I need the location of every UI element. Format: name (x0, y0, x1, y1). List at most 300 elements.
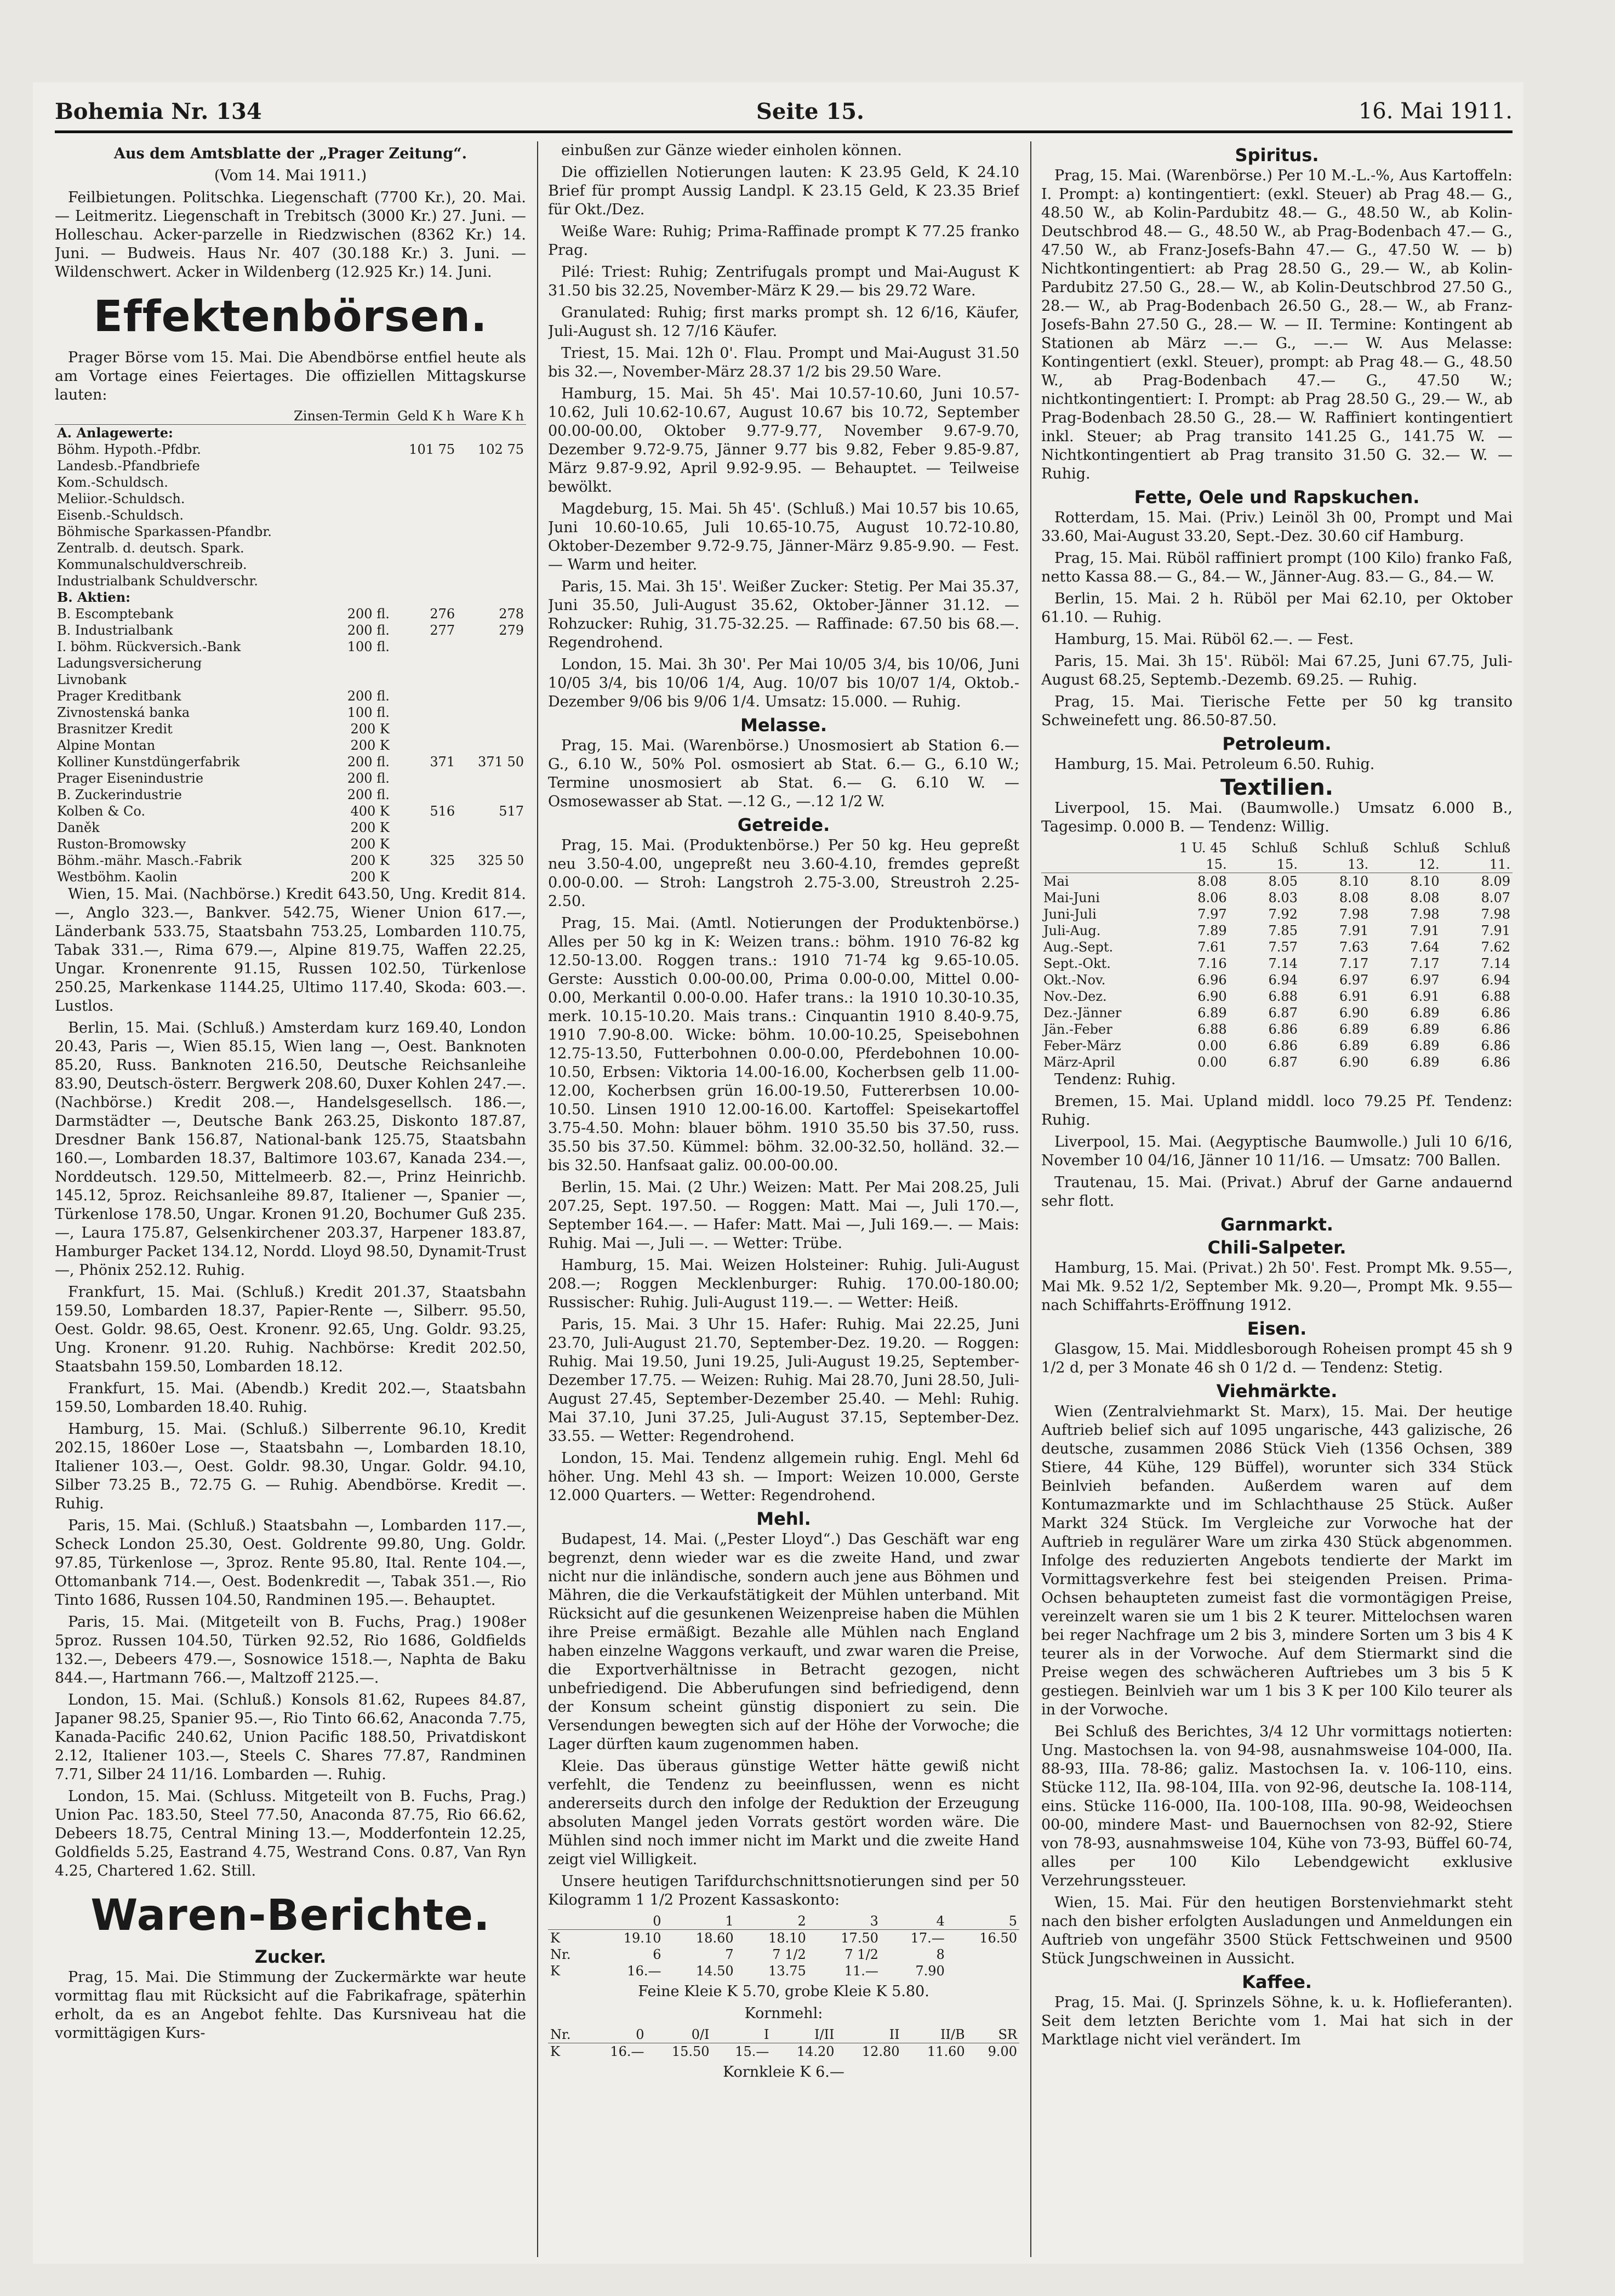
table-row (1041, 1005, 1513, 1021)
report-paragraph: Weiße Ware: Ruhig; Prima-Raffinade prompt K 77.25 franko Prag. (548, 223, 1019, 259)
report-paragraph: Kleie. Das überaus günstige Wetter hätte gewiß nicht verfehlt, die Tendenz zu beeinflussen, wenn es nicht andererseits durch den infolge der Reduktion der Erzeugung absoluten Mangel jeden Vorrats gestört worden wäre. Die Mühlen sind noch immer nicht im Markt und die zweite Hand zeigt viel Willigkeit. (548, 1758, 1019, 1868)
table-cell (286, 556, 392, 573)
table-cell: Okt.-Nov. (1043, 972, 1106, 988)
table-cell: 325 (430, 853, 455, 868)
table-cell: Livnobank (57, 672, 127, 687)
table-cell: 6.90 (1197, 989, 1227, 1004)
table-row (548, 1930, 1019, 1947)
table-cell: Industrialbank Schuldverschr. (57, 573, 258, 589)
table-cell: 8.08 (1197, 874, 1227, 889)
table-cell (286, 573, 392, 589)
kaffee-text: Prag, 15. Mai. (J. Sprinzels Söhne, k. u. k. Hoflieferanten). Seit dem letzten Berichte vom 1. Mai hat sich in der Marktlage nicht viel verändert. Im (1041, 1994, 1513, 2048)
table-cell: 516 (430, 804, 455, 819)
table-cell: 200 K (350, 721, 390, 737)
chili-text: Hamburg, 15. Mai. (Privat.) 2h 50'. Fest. Prompt Mk. 9.55—, Mai Mk. 9.52 1/2, September Mk. 9.20—, Prompt Mk. 9.55— nach Schiffahrts-Eröffnung 1912. (1041, 1260, 1513, 1314)
table-row (55, 507, 526, 523)
table-cell (548, 1913, 591, 1930)
table-cell: 7.98 (1339, 907, 1369, 922)
report-paragraph: Hamburg, 15. Mai. Weizen Holsteiner: Ruhig. Juli-August 208.—; Roggen Mecklenburger: Ruhig. 170.00-180.00; Russischer: Ruhig. Juli-August 119.—. — Wetter: Heiß. (548, 1257, 1019, 1311)
table-cell: 6.94 (1481, 972, 1510, 988)
zucker-text: Prag, 15. Mai. Die Stimmung der Zuckermärkte war heute vormittag flau mit Rücksicht auf die Fabrikafrage, späterhin erholt, da es an Angebot fehlte. Das Kursniveau hat die vormittägigen Kurs- (55, 1969, 526, 2042)
table-cell: 8.05 (1268, 874, 1298, 889)
table-row (55, 754, 526, 770)
report-paragraph: Wien, 15. Mai. (Nachbörse.) Kredit 643.50, Ung. Kredit 814.—, Anglo 323.—, Bankver. 542.75, Wiener Union 617.—, Länderbank 533.75, Staatsbahn 753.25, Lombarden 110.75, Tabak 331.—, Rima 679.—, Alpine 819.75, Waffen 22.25, Ungar. Kronenrente 91.15, Russen 102.50, Türkenlose 250.25, Markenkase 1144.25, Ultimo 117.40, Skoda: 603.—. Lustlos. (55, 886, 526, 1015)
table-row (55, 441, 526, 458)
table-cell: Meliior.-Schuldsch. (57, 491, 185, 506)
table-cell: Schluß (1393, 840, 1440, 856)
table-cell: 7.91 (1481, 923, 1510, 938)
table-cell: Nov.-Dez. (1043, 989, 1107, 1004)
table-cell: Prager Eisenindustrie (57, 771, 204, 786)
report-paragraph: Liverpool, 15. Mai. (Aegyptische Baumwolle.) Juli 10 6/16, November 10 04/16, Jänner 10 11/16. — Umsatz: 700 Ballen. (1041, 1133, 1513, 1169)
table-cell: 15. (1229, 856, 1300, 873)
table-cell: 6.86 (1268, 1022, 1298, 1037)
melasse-title: Melasse. (740, 715, 828, 736)
table-row (1041, 840, 1513, 856)
table-cell: 0/I (646, 2026, 711, 2043)
table-cell: 6.86 (1481, 1022, 1510, 1037)
table-cell: 278 (499, 606, 524, 622)
table-cell: Schluß (1251, 840, 1298, 856)
report-paragraph: Frankfurt, 15. Mai. (Schluß.) Kredit 201.37, Staatsbahn 159.50, Lombarden 18.37, Papier-Rente —, Silberr. 95.50, Oest. Goldr. 98.65, Oest. Kronenr. 92.65, Ung. Goldr. 93.25, Ung. Kronenr. 91.20. Ruhig. Nachbörse: Kredit 202.50, Staatsbahn 159.50, Lombarden 18.12. (55, 1284, 526, 1375)
table-row (55, 556, 526, 573)
textilien-title: Textilien. (1220, 775, 1333, 800)
table-cell: 371 (430, 754, 455, 770)
table-cell: Mai-Juni (1043, 890, 1100, 905)
table-cell: Eisenb.-Schuldsch. (57, 508, 184, 523)
petroleum-title: Petroleum. (1222, 733, 1332, 754)
table-cell: 6.88 (1197, 1022, 1227, 1037)
table-cell: Jän.-Feber (1043, 1022, 1112, 1037)
getreide-reports (548, 836, 1019, 1505)
table-cell: 0 (591, 1913, 663, 1930)
table-cell: 200 fl. (347, 771, 390, 786)
table-cell (392, 770, 457, 787)
table-cell: Nr. (550, 1947, 571, 1962)
table-cell (392, 491, 457, 507)
mehl-title: Mehl. (756, 1508, 811, 1529)
table-row (55, 671, 526, 688)
table-cell: 8.07 (1481, 890, 1510, 905)
table-cell: 7 1/2 (844, 1947, 878, 1962)
kleie-line: Feine Kleie K 5.70, grobe Kleie K 5.80. (638, 1983, 929, 2000)
table-cell (392, 836, 457, 852)
table-cell: 15. (1156, 856, 1229, 873)
table-cell (1041, 856, 1156, 873)
table-cell: Schluß (1464, 840, 1510, 856)
table-cell: Ruston-Bromowsky (57, 836, 186, 852)
table-cell: 16.50 (979, 1930, 1017, 1946)
table-cell: 400 K (350, 804, 390, 819)
table-cell: 7.90 (915, 1963, 945, 1979)
table-cell: Kommunalschuldverschreib. (57, 557, 247, 572)
table-cell (286, 655, 392, 671)
table-cell (392, 655, 457, 671)
table-cell: Kom.-Schuldsch. (57, 475, 168, 490)
report-paragraph: Paris, 15. Mai. (Mitgeteilt von B. Fuchs, Prag.) 1908er 5proz. Russen 104.50, Türken 92.52, Rio 1686, Goldfields 132.—, Debeers 479.—, Sosnowice 1518.—, Naphta de Baku 844.—, Hartmann 766.—, Maltzoff 2125.—. (55, 1614, 526, 1687)
table-row (55, 408, 526, 425)
table-cell: K (550, 2044, 560, 2059)
column-2 (548, 141, 1019, 2257)
table-cell: Brasnitzer Kredit (57, 721, 173, 737)
report-paragraph: Paris, 15. Mai. (Schluß.) Staatsbahn —, Lombarden 117.—, Scheck London 25.30, Oest. Goldrente 99.80, Ung. Goldr. 97.85, Türkenlose —, 3proz. Rente 95.80, Ital. Rente 104.—, Ottomanbank 714.—, Oest. Bodenkredit —, Tabak 351.—, Rio Tinto 1686, Russen 104.50, Randminen 195.—. Behauptet. (55, 1517, 526, 1609)
table-cell (457, 458, 526, 474)
table-row (548, 2043, 1019, 2060)
table-cell (457, 787, 526, 803)
table-cell: Böhmische Sparkassen-Pfandbr. (57, 524, 272, 539)
table-cell: 4 (881, 1913, 947, 1930)
table-cell (286, 458, 392, 474)
mehl-price-table (548, 1913, 1019, 1979)
table-cell: Westböhm. Kaolin (57, 869, 178, 885)
getreide-title: Getreide. (737, 814, 830, 835)
table-row (55, 688, 526, 704)
table-cell: 7.17 (1339, 956, 1369, 971)
table-cell: 6.91 (1410, 989, 1440, 1004)
table-cell: 9.00 (988, 2044, 1017, 2059)
table-cell: I (712, 2026, 772, 2043)
report-paragraph: Paris, 15. Mai. 3 Uhr 15. Hafer: Ruhig. Mai 22.25, Juni 23.70, Juli-August 21.70, September-Dez. 19.20. — Roggen: Ruhig. Mai 19.50, Juni 19.25, Juli-August 19.25, September-Dezember 17.75. — Weizen: Ruhig. Mai 28.70, Juni 28.50, Juli-August 27.45, September-Dezember 25.40. — Mehl: Ruhig. Mai 37.10, Juni 37.25, Juli-August 37.15, September-Dez. 33.55. — Wetter: Regendrohend. (548, 1316, 1019, 1445)
table-cell (392, 721, 457, 737)
table-cell: 6.96 (1197, 972, 1227, 988)
table-cell: 12. (1371, 856, 1441, 873)
report-paragraph: Trautenau, 15. Mai. (Privat.) Abruf der Garne andauernd sehr flott. (1041, 1174, 1513, 1210)
table-cell: 200 K (350, 820, 390, 835)
table-cell: 6 (653, 1947, 661, 1962)
table-cell: I. böhm. Rückversich.-Bank (57, 639, 241, 654)
table-cell (457, 671, 526, 688)
table-cell: 6.97 (1410, 972, 1440, 988)
report-paragraph: London, 15. Mai. (Schluß.) Konsols 81.62, Rupees 84.87, Japaner 98.25, Spanier 95.—, Rio Tinto 66.62, Anaconda 7.75, Kanada-Pacific 240.62, Union Pacific 188.50, Privatdiskont 2.12, Italiener 103.—, Steels C. Shares 77.87, Randminen 7.71, Silber 24 11/16. Lombarden —. Ruhig. (55, 1691, 526, 1783)
table-row (55, 819, 526, 836)
table-cell: 3 (808, 1913, 881, 1930)
table-row (55, 655, 526, 671)
table-cell: 276 (430, 606, 455, 622)
table-cell: 18.60 (695, 1930, 734, 1946)
table-cell (392, 507, 457, 523)
eisen-text: Glasgow, 15. Mai. Middlesborough Roheisen prompt 45 sh 9 1/2 d, per 3 Monate 46 sh 0 1/2 d. — Tendenz: Stetig. (1041, 1341, 1513, 1376)
table-cell: Geld K h (392, 408, 457, 425)
table-section-row (55, 589, 526, 606)
liverpool-text: Liverpool, 15. Mai. (Baumwolle.) Umsatz 6.000 B., Tagesimp. 0.000 B. — Tendenz: Willig. (1041, 800, 1513, 835)
table-row (55, 474, 526, 491)
table-cell: 6.97 (1339, 972, 1369, 988)
vieh-reports (1041, 1403, 1513, 1968)
table-cell (392, 704, 457, 721)
table-cell: Prager Kreditbank (57, 688, 181, 704)
table-row (1041, 1054, 1513, 1070)
table-cell: 7.62 (1481, 939, 1510, 955)
table-cell: 8.09 (1481, 874, 1510, 889)
exchange-reports (55, 885, 526, 1881)
table-cell: 13.75 (768, 1963, 806, 1979)
table-cell: 7.57 (1268, 939, 1298, 955)
garnmarkt-title: Garnmarkt. (1220, 1214, 1333, 1235)
table-cell (392, 556, 457, 573)
table-cell: Kolben & Co. (57, 804, 146, 819)
table-cell: Juli-Aug. (1043, 923, 1101, 938)
table-cell: 1 (663, 1913, 735, 1930)
report-paragraph: Bremen, 15. Mai. Upland middl. loco 79.25 Pf. Tendenz: Ruhig. (1041, 1093, 1513, 1129)
table-row (55, 491, 526, 507)
table-row (1041, 873, 1513, 890)
spiritus-text: Prag, 15. Mai. (Warenbörse.) Per 10 M.-L.-%, Aus Kartoffeln: I. Prompt: a) kontingentiert: (exkl. Steuer) ab Prag 48.— G., 48.50 W., ab Kolin-Pardubitz 48.— G., 48.50 W., ab Kolin-Deutschbrod 48.— G., 48.50 W., ab Prag-Bodenbach 47.— G., 47.50 W., ab Franz-Josefs-Bahn 47.— G., 47.50 W. — b) Nichtkontingentiert: ab Prag 28.50 G., 29.— W., ab Kolin-Pardubitz 27.50 G., 28.— W., ab Kolin-Deutschbrod 27.50 G., 28.— W., ab Prag-Bodenbach 26.50 G., 28.— W., ab Franz-Josefs-Bahn 27.50 G., 28.— W. — II. Termine: Kontingent ab Stationen ab März —.— G., —.— W. Aus Melasse: Kontingentiert (exkl. Steuer), prompt: ab Prag 48.— G., 48.50 W., ab Prag-Bodenbach 47.— G., 47.50 W.; nichtkontingentiert: I. Prompt: ab Prag 28.50 G., 29.— W., ab Prag-Bodenbach 28.50 G., 28.— W. Raffiniert kontingentiert inkl. Steuer; ab Prag transito 141.25 G., 141.75 W. — Nichtkontingentiert ab Prag transito 31.50 G. 32.— W. — Ruhig. (1041, 167, 1513, 482)
table-cell: 7.17 (1410, 956, 1440, 971)
spiritus-title: Spiritus. (1235, 145, 1319, 166)
table-cell: 6.89 (1410, 1005, 1440, 1021)
table-cell (457, 491, 526, 507)
table-cell: 6.89 (1339, 1038, 1369, 1053)
table-row (1041, 856, 1513, 873)
zucker-reports (548, 141, 1019, 711)
report-paragraph: Triest, 15. Mai. 12h 0'. Flau. Prompt und Mai-August 31.50 bis 32.—, November-März 28.37 1/2 bis 29.50 Ware. (548, 345, 1019, 380)
report-paragraph: Die offiziellen Notierungen lauten: K 23.95 Geld, K 24.10 Brief für prompt Aussig Landpl. K 23.15 Geld, K 23.35 Brief für Okt./Dez. (548, 164, 1019, 218)
eisen-title: Eisen. (1247, 1318, 1307, 1339)
table-cell: 7.91 (1339, 923, 1369, 938)
table-cell (392, 819, 457, 836)
report-paragraph: Granulated: Ruhig; first marks prompt sh. 12 6/16, Käufer, Juli-August sh. 12 7/16 Käufer. (548, 304, 1019, 340)
table-cell (947, 1946, 1019, 1963)
table-cell: B. Industrialbank (57, 623, 173, 638)
table-cell: 6.88 (1268, 989, 1298, 1004)
amtsblatt-title: Aus dem Amtsblatte der „Prager Zeitung“. (113, 145, 467, 162)
table-cell: 5 (947, 1913, 1019, 1930)
table-row (55, 573, 526, 589)
mehl-reports (548, 1530, 1019, 1910)
table-cell: 7.98 (1481, 907, 1510, 922)
table-cell: Daněk (57, 820, 100, 835)
table-cell: 277 (430, 623, 455, 638)
table-cell: 101 75 (409, 442, 455, 457)
table-cell: Sept.-Okt. (1043, 956, 1111, 971)
table-cell (392, 671, 457, 688)
table-cell (457, 819, 526, 836)
table-cell: 102 75 (478, 442, 524, 457)
report-paragraph: Magdeburg, 15. Mai. 5h 45'. (Schluß.) Mai 10.57 bis 10.65, Juni 10.60-10.65, Juli 10.65-10.75, August 10.72-10.80, Oktober-Dezember 9.72-9.75, Jänner-März 9.85-9.90. — Fest. — Warm und heiter. (548, 500, 1019, 573)
table-cell: Dez.-Jänner (1043, 1005, 1122, 1021)
table-section-row (55, 425, 526, 442)
table-cell: 200 K (350, 738, 390, 753)
report-paragraph: Paris, 15. Mai. 3h 15'. Weißer Zucker: Stetig. Per Mai 35.37, Juni 35.50, Juli-August 35.62, Oktober-Jänner 31.12. — Rohzucker: Ruhig, 31.75-32.25. — Raffinade: 67.50 bis 68.—. Regendrohend. (548, 578, 1019, 651)
table-row (55, 622, 526, 639)
table-cell: 7.14 (1268, 956, 1298, 971)
table-cell: K (550, 1930, 560, 1946)
table-cell: 7.14 (1481, 956, 1510, 971)
table-cell: 100 fl. (347, 639, 390, 654)
table-cell (947, 1963, 1019, 1979)
table-cell: 8.10 (1410, 874, 1440, 889)
table-row (548, 1913, 1019, 1930)
report-paragraph: Wien (Zentralviehmarkt St. Marx), 15. Mai. Der heutige Auftrieb belief sich auf 1095 ungarische, 443 galizische, 26 deutsche, zusammen 2086 Stück Vieh (1356 Ochsen, 389 Stiere, 44 Kühe, 129 Büffel), worunter sich 334 Stück Beinlvieh befanden. Außerdem waren auf dem Kontumazmarkte und im Schlachthause 25 Stück. Außer Markt 324 Stück. Im Vergleiche zur Vorwoche hat der Auftrieb in regulärer Ware um zirka 430 Stück abgenommen. Infolge des reduzierten Angebots tendierte der Markt im Vormittagsverkehre fest bei steigenden Preisen. Prima-Ochsen behaupteten zumeist fast die vormontägigen Preise, vereinzelt waren sie um 1 bis 2 K teurer. Mittelochsen waren bei reger Nachfrage um 2 bis 3, mindere Sorten um 3 bis 4 K teurer als in der Vorwoche. Auf dem Stiermarkt sind die Preise wegen des schwächeren Auftriebes um 3 bis 5 K gestiegen. Beinlvieh war um 1 bis 3 K per 100 Kilo teurer als in der Vorwoche. (1041, 1403, 1513, 1718)
table-cell (55, 408, 286, 425)
kornkleie-line: Kornkleie K 6.— (723, 2064, 844, 2081)
table-cell: Kolliner Kunstdüngerfabrik (57, 754, 240, 770)
table-row (55, 721, 526, 737)
table-cell (286, 671, 392, 688)
textil-reports (1041, 1070, 1513, 1211)
table-cell: 7.64 (1410, 939, 1440, 955)
page-header (55, 99, 1513, 132)
table-cell: 200 fl. (347, 754, 390, 770)
table-cell: 0 (587, 2026, 647, 2043)
table-cell: 17.50 (841, 1930, 878, 1946)
table-cell: 200 fl. (347, 787, 390, 802)
petroleum-text: Hamburg, 15. Mai. Petroleum 6.50. Ruhig. (1054, 756, 1375, 773)
table-cell (392, 787, 457, 803)
table-row (1041, 972, 1513, 988)
table-section-label: B. Aktien: (57, 589, 131, 605)
amtsblatt-text: Feilbietungen. Politschka. Liegenschaft (7700 Kr.), 20. Mai. — Leitmeritz. Liegenschaft in Trebitsch (3000 Kr.) 27. Juni. — Holleschau. Acker-parzelle in Riedzwischen (8362 Kr.) 14. Juni. — Budweis. Haus Nr. 407 (30.188 Kr.) 3. Juni. — Wildenschwert. Acker in Wildenberg (12.925 Kr.) 14. Juni. (55, 189, 526, 281)
table-cell: 15.— (735, 2044, 769, 2059)
table-cell: 7.91 (1410, 923, 1440, 938)
column-3 (1041, 141, 1513, 2257)
table-cell: 7.98 (1410, 907, 1440, 922)
table-cell: 0.00 (1197, 1038, 1227, 1053)
stock-table (55, 408, 526, 885)
table-cell: II/B (902, 2026, 967, 2043)
boerse-intro: Prager Börse vom 15. Mai. Die Abendbörse entfiel heute als am Vortage eines Feiertages. Die offiziellen Mittagskurse lauten: (55, 349, 526, 403)
report-paragraph: London, 15. Mai. (Schluss. Mitgeteilt von B. Fuchs, Prag.) Union Pac. 183.50, Steel 77.50, Anaconda 87.75, Rio 66.62, Debeers 18.75, Central Mining 13.—, Modderfontein 12.25, Goldfields 5.25, Eastrand 4.75, Westrand Cons. 0.87, Van Ryn 4.25, Chartered 1.62. Still. (55, 1788, 526, 1879)
table-cell: 14.20 (796, 2044, 835, 2059)
column-divider (537, 141, 538, 2257)
chili-title: Chili-Salpeter. (1207, 1237, 1346, 1258)
table-cell: 8.08 (1410, 890, 1440, 905)
table-row (55, 606, 526, 622)
table-cell: 200 fl. (347, 623, 390, 638)
table-cell: I/II (771, 2026, 836, 2043)
report-paragraph: Tendenz: Ruhig. (1054, 1071, 1176, 1088)
table-cell: K (550, 1963, 560, 1979)
fette-title: Fette, Oele und Rapskuchen. (1134, 487, 1420, 508)
report-paragraph: Hamburg, 15. Mai. Rüböl 62.—. — Fest. (1054, 631, 1354, 648)
table-row (55, 540, 526, 556)
fette-reports (1041, 509, 1513, 730)
report-paragraph: Prag, 15. Mai. (Amtl. Notierungen der Produktenbörse.) Alles per 50 kg in K: Weizen trans.: böhm. 1910 76-82 kg 12.50-13.00. Roggen trans.: 1910 71-74 kg 9.65-10.05. Gerste: Ausstich 0.00-00.00, Prima 0.00-0.00, Mittel 0.00-0.00, Merkantil 0.00-0.00. Hafer trans.: la 1910 10.30-10.35, merk. 10.15-10.20. Mais trans.: Cinquantin 1910 8.40-9.75, 1910 7.90-8.00. Wicke: böhm. 10.00-10.25, Speisebohnen 12.75-13.50, Futterbohnen 0.00-0.00, Pferdebohnen 10.00-10.50, Erbsen: Viktoria 14.00-16.00, Kocherbsen gelb 11.00-12.00, Kocherbsen grün 16.00-19.50, Futtererbsen 10.00-10.50. Linsen 1910 12.00-16.00. Kartoffel: Speisekartoffel 3.75-4.50. Mohn: blauer böhm. 1910 35.50 bis 37.50, russ. 35.50 bis 37.50. Kümmel: böhm. 32.00-32.50, holländ. 32.— bis 32.50. Hanfsaat galiz. 00.00-00.00. (548, 915, 1019, 1174)
table-row (55, 803, 526, 819)
table-cell: 517 (499, 804, 524, 819)
table-cell: 11. (1442, 856, 1513, 873)
table-cell: 100 fl. (347, 705, 390, 720)
table-cell: Nr. (548, 2026, 587, 2043)
effektenboersen-title: Effektenbörsen. (93, 292, 488, 341)
header-rule (55, 130, 1513, 133)
table-cell: Zivnostenská banka (57, 705, 190, 720)
report-paragraph: Unsere heutigen Tarifdurchschnittsnotierungen sind per 50 Kilogramm 1 1/2 Prozent Kassaskonto: (548, 1873, 1019, 1908)
table-cell: 6.86 (1268, 1038, 1298, 1053)
table-cell (392, 458, 457, 474)
table-cell: Schluß (1322, 840, 1369, 856)
table-cell (392, 869, 457, 885)
table-cell: 8 (936, 1947, 945, 1962)
report-paragraph: Pilé: Triest: Ruhig; Zentrifugals prompt und Mai-August K 31.50 bis 32.25, November-März K 29.— bis 29.72 Ware. (548, 264, 1019, 299)
table-cell: 200 K (350, 836, 390, 852)
table-cell: Juni-Juli (1043, 907, 1097, 922)
table-cell: März-April (1043, 1055, 1115, 1070)
table-cell (1041, 840, 1156, 856)
report-paragraph: Hamburg, 15. Mai. 5h 45'. Mai 10.57-10.60, Juni 10.57-10.62, Juli 10.62-10.67, August 10.67 bis 10.72, September 00.00-00.00, Oktober 9.77-9.77, November 9.67-9.70, Dezember 9.72-9.75, Jänner 9.77 bis 9.82, Feber 9.85-9.87, März 9.87-9.92, April 9.92-9.95. — Behauptet. — Teilweise bewölkt. (548, 385, 1019, 495)
table-row (548, 1963, 1019, 1979)
report-paragraph: Prag, 15. Mai. (Produktenbörse.) Per 50 kg. Heu gepreßt neu 3.50-4.00, ungepreßt neu 3.60-4.10, fremdes gepreßt 0.00-0.00. — Stroh: Langstroh 2.75-3.00, Streustroh 2.25-2.50. (548, 837, 1019, 910)
table-cell (392, 540, 457, 556)
table-cell: 7.85 (1268, 923, 1298, 938)
table-cell: 6.90 (1339, 1055, 1369, 1070)
table-cell: II (837, 2026, 902, 2043)
table-row (55, 737, 526, 754)
table-cell: 6.87 (1268, 1005, 1298, 1021)
report-paragraph: Budapest, 14. Mai. („Pester Lloyd“.) Das Geschäft war eng begrenzt, denn wieder war es die zweite Hand, und zwar nicht nur die inländische, sondern auch jene aus Böhmen und Mähren, die die Verkaufstätigkeit der Mühlen unterband. Mit Rücksicht auf die gesunkenen Weizenpreise haben die Mühlen ihre Preise ermäßigt. Bezahle alle Mühlen nach England haben einzelne Waggons verkauft, und zwar waren die Preise, die Exportverhältnisse in Betracht gezogen, nicht unbefriedigend. Die Abberufungen sind befriedigend, denn der Konsum scheint günstig disponiert zu sein. Die Versendungen bewegten sich auf der Höhe der Vorwoche; die Lager dürften kaum zugenommen haben. (548, 1531, 1019, 1753)
table-row (1041, 922, 1513, 939)
table-row (1041, 955, 1513, 972)
report-paragraph: Rotterdam, 15. Mai. (Priv.) Leinöl 3h 00, Prompt und Mai 33.60, Mai-August 33.20, Sept.-Dez. 30.60 cif Hamburg. (1041, 509, 1513, 545)
report-paragraph: London, 15. Mai. 3h 30'. Per Mai 10/05 3/4, bis 10/06, Juni 10/05 3/4, bis 10/06 1/4, Aug. 10/07 bis 10/07 1/4, Oktob.-Dezember 9/06 bis 9/06 1/4. Umsatz: 15.000. — Ruhig. (548, 656, 1019, 710)
table-cell: Ladungsversicherung (57, 656, 202, 671)
table-cell: 1 U. 45 (1179, 840, 1227, 856)
table-cell: 11.— (844, 1963, 878, 1979)
report-paragraph: Frankfurt, 15. Mai. (Abendb.) Kredit 202.—, Staatsbahn 159.50, Lombarden 18.40. Ruhig. (55, 1380, 526, 1416)
table-cell: Mai (1043, 874, 1069, 889)
table-cell: 8.10 (1339, 874, 1369, 889)
table-cell: 279 (499, 623, 524, 638)
table-cell: 6.89 (1410, 1022, 1440, 1037)
table-cell: 6.88 (1481, 989, 1510, 1004)
table-cell: 19.10 (623, 1930, 661, 1946)
table-cell (286, 507, 392, 523)
table-cell (392, 737, 457, 754)
table-cell: 15.50 (671, 2044, 710, 2059)
table-row (1041, 890, 1513, 906)
table-cell (286, 523, 392, 540)
report-paragraph: Berlin, 15. Mai. (Schluß.) Amsterdam kurz 169.40, London 20.43, Paris —, Wien 85.15, Wien lang —, Oest. Banknoten 85.20, Russ. Banknoten 216.50, Deutsche Reichsanleihe 83.90, Deutsch-österr. Bergwerk 208.60, Duxer Kohlen 247.—. (Nachbörse.) Kredit 208.—, Handelsgesellsch. 186.—, Darmstädter —, Deutsche Bank 263.25, Diskonto 187.87, Dresdner Bank 156.87, National-bank 125.75, Staatsbahn 160.—, Lombarden 18.37, Baltimore 103.67, Kanada 234.—, Norddeutsch. 129.50, Mittelmeerb. 82.—, Prinz Heinrichb. 145.12, 5proz. Reichsanleihe 89.87, Italiener —, Spanier —, Türkenlose 178.50, Ungar. Kronen 91.20, Bochumer Guß 235.—, Laura 175.87, Gelsenkirchener 203.37, Harpener 183.87, Hamburger Packet 134.12, Nordd. Lloyd 98.50, Dynamit-Trust —, Phönix 252.12. Ruhig. (55, 1019, 526, 1279)
table-cell: 16.— (610, 2044, 644, 2059)
table-cell (457, 474, 526, 491)
table-cell: 6.89 (1410, 1038, 1440, 1053)
table-cell: 7.63 (1339, 939, 1369, 955)
report-paragraph: Berlin, 15. Mai. (2 Uhr.) Weizen: Matt. Per Mai 208.25, Juli 207.25, Sept. 197.50. — Roggen: Matt. Mai —, Juli 170.—, September 164.—. — Hafer: Matt. Mai —, Juli 169.—. — Mais: Ruhig. Mai —, Juli —. — Wetter: Trübe. (548, 1179, 1019, 1252)
baumwolle-table (1041, 840, 1513, 1070)
melasse-text: Prag, 15. Mai. (Warenbörse.) Unosmosiert ab Station 6.— G., 6.10 W., 50% Pol. osmosiert ab Stat. 6.— G., 6.10 W.; Termine unosmosiert ab Stat. 6.— G. 6.10 W. — Osmosewasser ab Stat. —.12 G., —.12 1/2 W. (548, 737, 1019, 810)
table-cell: Ware K h (457, 408, 526, 425)
header-page-number: Seite 15. (756, 99, 864, 124)
table-row (1041, 1021, 1513, 1038)
table-cell: Zentralb. d. deutsch. Spark. (57, 540, 244, 556)
table-cell (457, 836, 526, 852)
table-cell: 6.94 (1268, 972, 1298, 988)
table-row (1041, 988, 1513, 1005)
table-cell: B. Escomptebank (57, 606, 174, 622)
table-row (55, 852, 526, 869)
table-cell (457, 507, 526, 523)
table-cell: 6.87 (1268, 1055, 1298, 1070)
table-cell: 6.86 (1481, 1038, 1510, 1053)
table-cell: 200 K (350, 869, 390, 885)
waren-berichte-title: Waren-Berichte. (90, 1891, 490, 1940)
table-section-label: A. Anlagewerte: (57, 425, 173, 441)
table-row (55, 458, 526, 474)
report-paragraph: Wien, 15. Mai. Für den heutigen Borstenviehmarkt steht nach den bisher erfolgten Ausladungen und Anmeldungen ein Auftrieb von ungefähr 3500 Stück Fettschweinen und 9500 Stück Jungschweinen in Aussicht. (1041, 1894, 1513, 1967)
table-cell: Feber-März (1043, 1038, 1121, 1053)
table-cell (392, 573, 457, 589)
viehmaerkte-title: Viehmärkte. (1216, 1381, 1338, 1401)
table-cell: 325 50 (478, 853, 524, 868)
table-cell (286, 474, 392, 491)
table-row (55, 770, 526, 787)
report-paragraph: Paris, 15. Mai. 3h 15'. Rüböl: Mai 67.25, Juni 67.75, Juli-August 68.25, Septemb.-Dezemb. 69.25. — Ruhig. (1041, 653, 1513, 688)
table-cell (457, 704, 526, 721)
table-cell: 7 (725, 1947, 734, 1962)
report-paragraph: Bei Schluß des Berichtes, 3/4 12 Uhr vormittags notierten: Ung. Mastochsen la. von 94-98, ausnahmsweise 104-000, IIa. 88-93, IIIa. 78-86; galiz. Mastochsen Ia. v. 106-110, eins. Stücke 112, IIa. 98-104, IIIa. von 92-96, deutsche Ia. 108-114, eins. Stücke 116-000, IIa. 100-108, IIIa. 90-98, Weideochsen 00-00, mindere Mast- und Bauernochsen von 82-92, Stiere von 78-93, ausnahmsweise 104, Kühe von 73-93, Büffel 60-74, alles per 100 Kilo Lebendgewicht exklusive Verzehrungssteuer. (1041, 1723, 1513, 1889)
table-cell (457, 655, 526, 671)
table-cell: 0.00 (1197, 1055, 1227, 1070)
